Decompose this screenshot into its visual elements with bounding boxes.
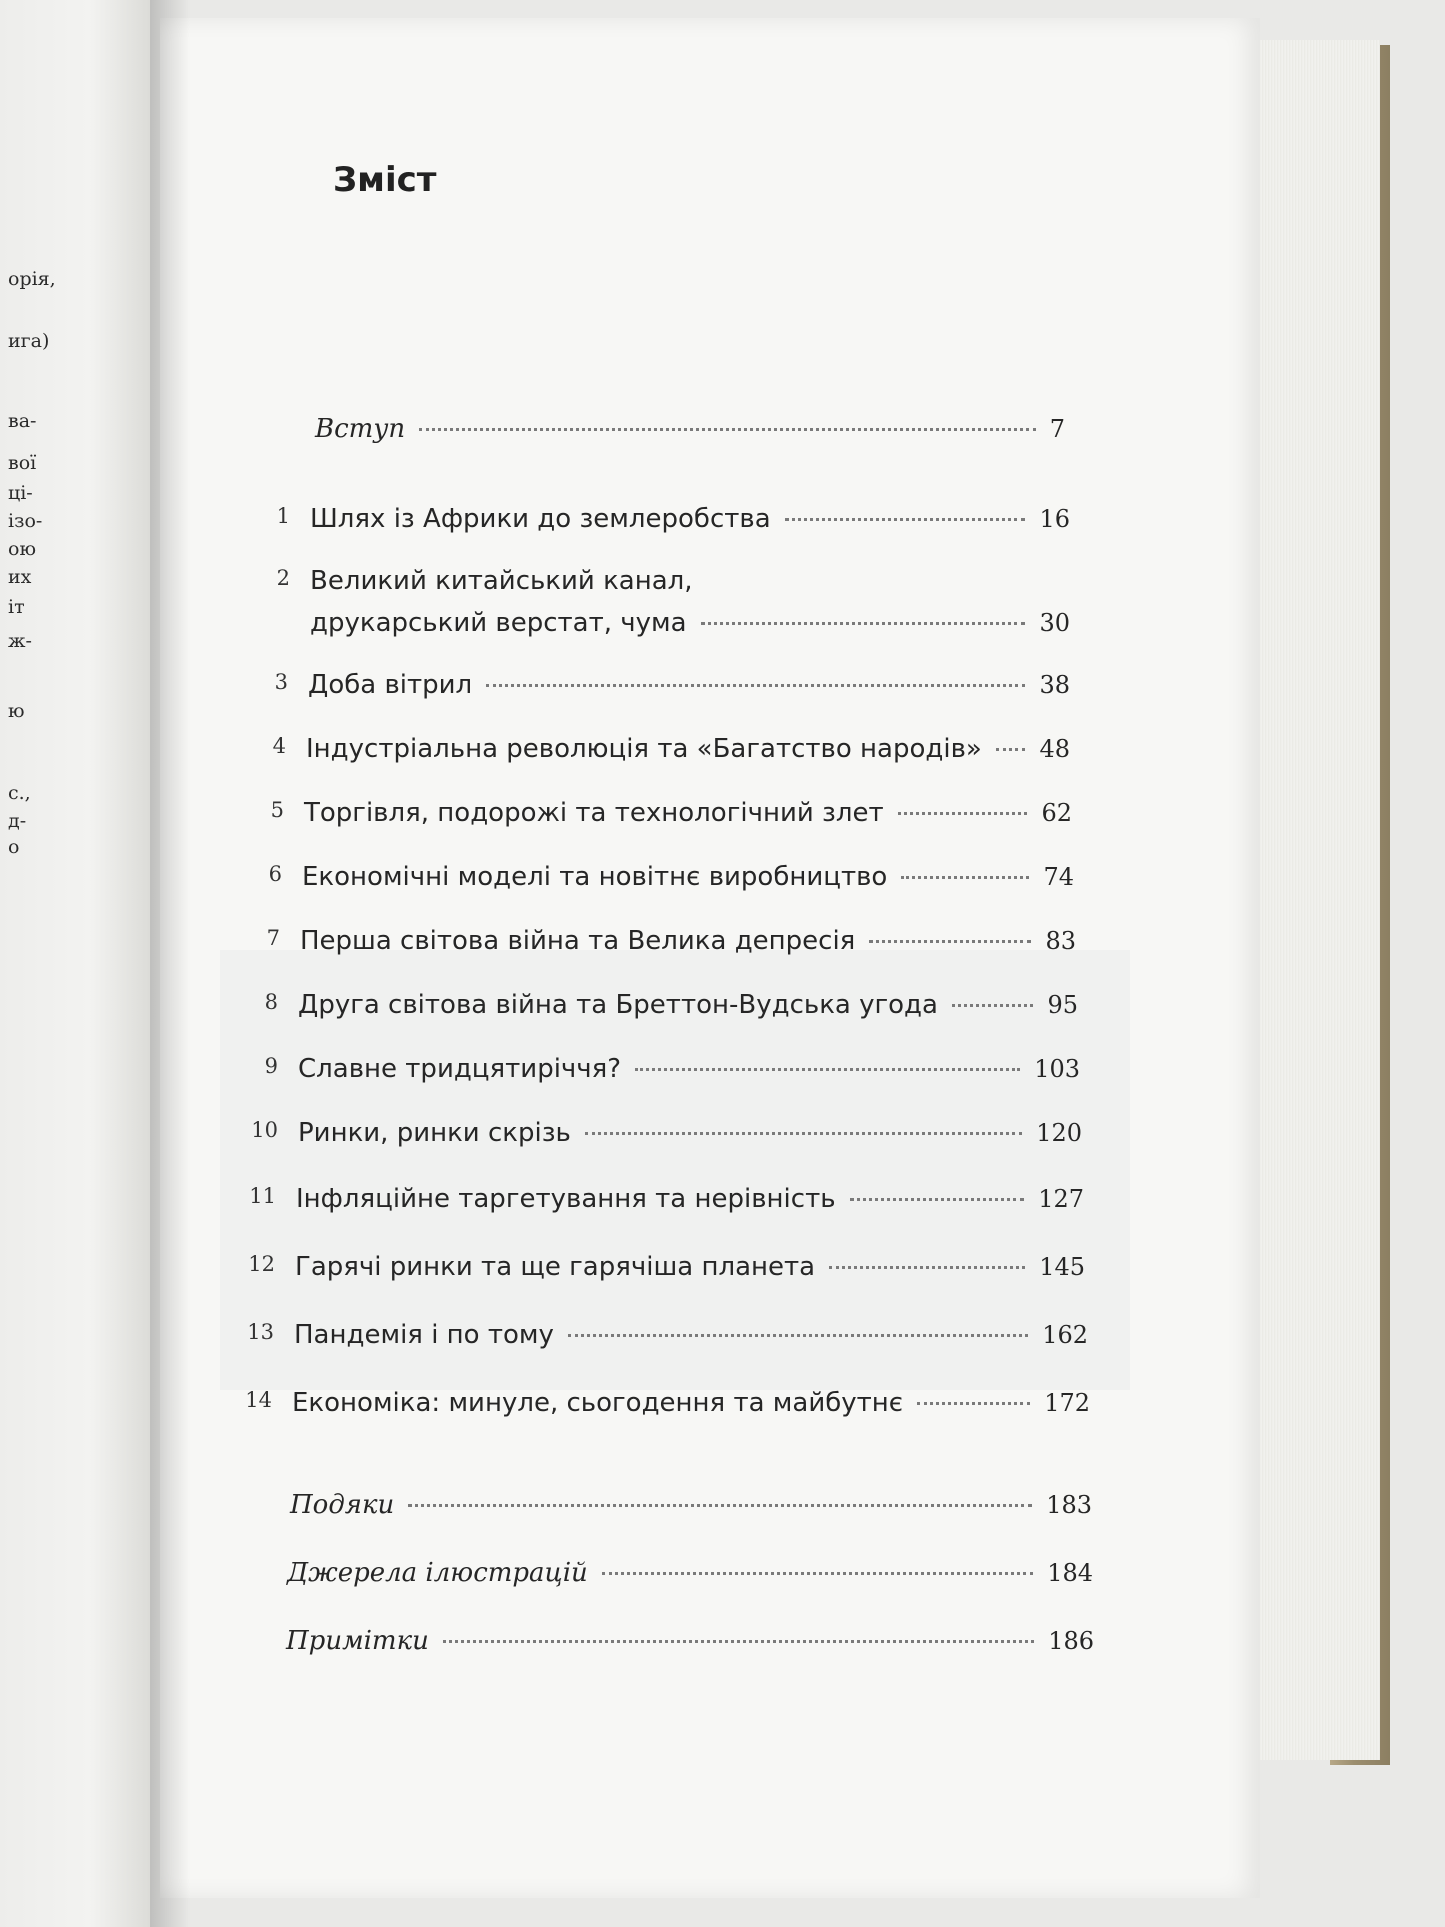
left-fragment: іт (8, 596, 25, 618)
toc-entry-page: 16 (1039, 505, 1070, 533)
toc-entry-title: Подяки (290, 1490, 395, 1520)
left-page-text-fragments (0, 0, 150, 1927)
chapter-number: 3 (274, 670, 288, 694)
dot-leader (917, 1402, 1030, 1405)
toc-entry-page: 48 (1039, 735, 1070, 763)
toc-entry-chapter (264, 1054, 1080, 1098)
toc-entry-page: 127 (1038, 1185, 1084, 1213)
toc-entry-title: Доба вітрил (308, 670, 473, 700)
toc-entry-page: 95 (1047, 991, 1078, 1019)
toc-entry-title: Економіка: минуле, сьогодення та майбутнє (292, 1388, 904, 1418)
toc-entry-title: Інфляційне таргетування та нерівність (296, 1184, 836, 1214)
chapter-number: 6 (268, 862, 282, 886)
page-stack-edge (1240, 40, 1380, 1760)
toc-entry-back-matter (290, 1490, 1092, 1534)
left-fragment: ва- (8, 410, 37, 432)
page-title: Зміст (333, 160, 437, 200)
dot-leader (996, 748, 1026, 751)
toc-entry-chapter (251, 1118, 1082, 1162)
toc-entry-page: 74 (1043, 863, 1074, 891)
toc-entry-title: Перша світова війна та Велика депресія (300, 926, 856, 956)
toc-entry-chapter (274, 670, 1070, 714)
toc-entry-title: Індустріальна революція та «Багатство народів» (306, 734, 982, 764)
toc-entry-page: 62 (1041, 799, 1072, 827)
dot-leader (901, 876, 1029, 879)
toc-entry-title: Друга світова війна та Бреттон-Вудська угода (298, 990, 938, 1020)
chapter-number: 12 (248, 1252, 275, 1276)
toc-entry-page: 120 (1036, 1119, 1082, 1147)
toc-entry-title: Гарячі ринки та ще гарячіша планета (295, 1252, 816, 1282)
toc-entry-chapter (268, 862, 1074, 906)
left-fragment: с., (8, 782, 31, 804)
left-fragment: д- (8, 810, 27, 832)
left-fragment: вої (8, 452, 37, 474)
dot-leader (408, 1504, 1032, 1507)
left-fragment: ига) (8, 330, 50, 352)
left-fragment: их (8, 566, 32, 588)
toc-entry-title-line1: Великий китайський канал, (310, 566, 693, 596)
toc-entry-title: Пандемія і по тому (294, 1320, 554, 1350)
chapter-number: 1 (276, 504, 290, 528)
dot-leader (443, 1640, 1034, 1643)
toc-entry-title: Вступ (315, 414, 406, 444)
left-fragment: ці- (8, 482, 33, 504)
toc-entry-chapter (276, 504, 1070, 548)
toc-entry-title: Ринки, ринки скрізь (298, 1118, 571, 1148)
toc-entry-chapter-continued (310, 608, 1070, 652)
toc-entry-chapter (248, 1252, 1085, 1296)
toc-entry-title: Торгівля, подорожі та технологічний злет (304, 798, 884, 828)
chapter-number: 13 (247, 1320, 274, 1344)
dot-leader (635, 1068, 1020, 1071)
toc-entry-page: 83 (1045, 927, 1076, 955)
toc-entry-title: Славне тридцятиріччя? (298, 1054, 622, 1084)
toc-entry-chapter (264, 990, 1078, 1034)
toc-entry-page: 30 (1039, 609, 1070, 637)
toc-entry-page: 145 (1039, 1253, 1085, 1281)
toc-entry-title: Примітки (286, 1626, 429, 1656)
dot-leader (898, 812, 1028, 815)
chapter-number: 4 (272, 734, 286, 758)
toc-entry-page: 172 (1044, 1389, 1090, 1417)
left-fragment: ж- (8, 630, 32, 652)
dot-leader (486, 684, 1025, 687)
toc-entry-title: Шлях із Африки до землеробства (310, 504, 771, 534)
chapter-number: 10 (251, 1118, 278, 1142)
left-fragment: ою (8, 538, 36, 560)
toc-entry-chapter (247, 1320, 1088, 1364)
toc-entry-chapter (272, 734, 1070, 778)
dot-leader (602, 1572, 1033, 1575)
chapter-number: 14 (245, 1388, 272, 1412)
dot-leader (419, 428, 1036, 431)
chapter-number: 11 (249, 1184, 276, 1208)
toc-entry-title-line2: друкарський верстат, чума (310, 608, 687, 638)
dot-leader (568, 1334, 1028, 1337)
left-fragment: орія, (8, 268, 56, 290)
left-fragment: о (8, 836, 20, 858)
chapter-number: 2 (276, 566, 290, 590)
spine-shadow (150, 0, 190, 1927)
dot-leader (785, 518, 1026, 521)
dot-leader (585, 1132, 1022, 1135)
toc-entry-chapter (270, 798, 1072, 842)
toc-entry-intro (315, 414, 1065, 458)
toc-entry-title: Економічні моделі та новітнє виробництво (302, 862, 888, 892)
dot-leader (952, 1004, 1033, 1007)
dot-leader (850, 1198, 1025, 1201)
toc-entry-page: 7 (1049, 415, 1065, 443)
toc-entry-chapter (249, 1184, 1084, 1228)
toc-entry-chapter (276, 566, 1070, 610)
toc-entry-page: 162 (1042, 1321, 1088, 1349)
toc-entry-page: 186 (1048, 1627, 1094, 1655)
dot-leader (869, 940, 1031, 943)
toc-entry-page: 103 (1034, 1055, 1080, 1083)
chapter-number: 5 (270, 798, 284, 822)
toc-entry-page: 38 (1039, 671, 1070, 699)
dot-leader (701, 622, 1026, 625)
chapter-number: 8 (264, 990, 278, 1014)
toc-entry-back-matter (287, 1558, 1093, 1602)
toc-entry-page: 184 (1047, 1559, 1093, 1587)
toc-entry-chapter (245, 1388, 1090, 1432)
left-fragment: ізо- (8, 510, 43, 532)
toc-entry-chapter (266, 926, 1076, 970)
left-fragment: ю (8, 700, 25, 722)
toc-entry-page: 183 (1046, 1491, 1092, 1519)
toc-entry-back-matter (286, 1626, 1094, 1670)
toc-entry-title: Джерела ілюстрацій (287, 1558, 588, 1588)
chapter-number: 9 (264, 1054, 278, 1078)
chapter-number: 7 (266, 926, 280, 950)
dot-leader (829, 1266, 1025, 1269)
